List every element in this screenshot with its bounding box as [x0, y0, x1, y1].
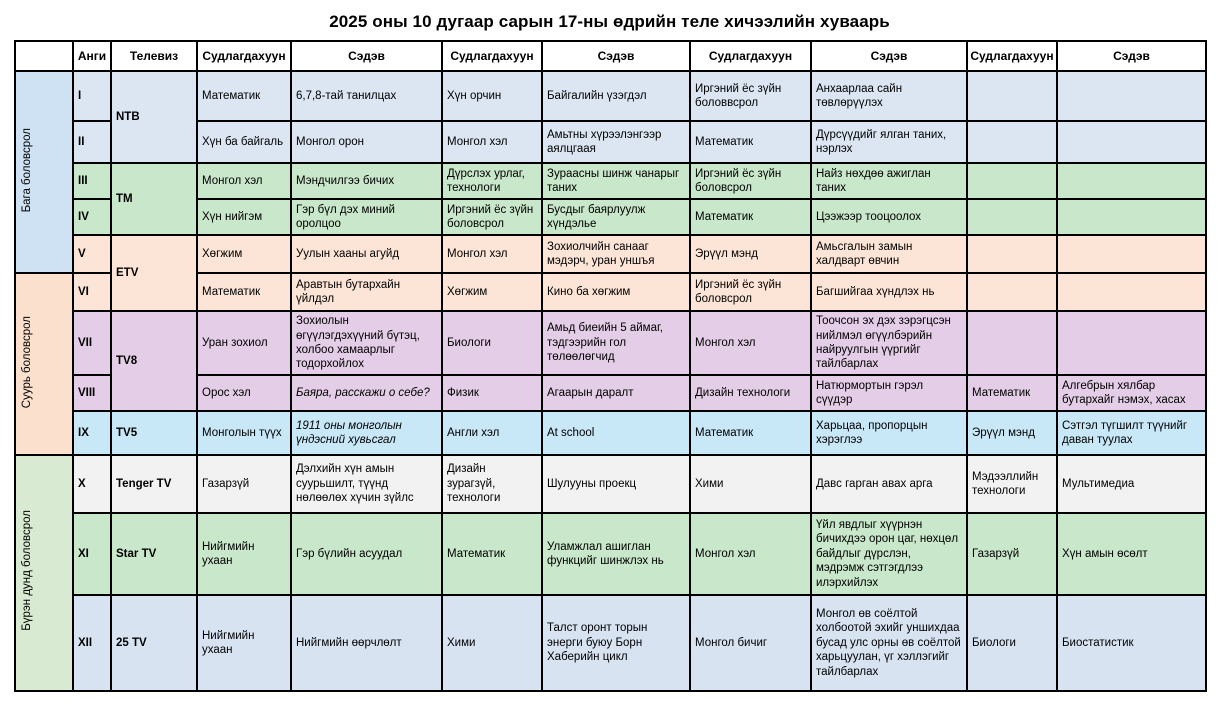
subject-cell: Монгол хэл — [690, 311, 811, 375]
topic-cell: Цээжээр тооцоолох — [811, 199, 967, 235]
topic-cell: Зураасны шинж чанарыг таних — [542, 163, 690, 199]
topic-cell: Монгол өв соёлтой холбоотой эхийг уншихдаа бусад улс орны өв соёлтой харьцуулан, үг хэллэгийг тайлбарлах — [811, 595, 967, 691]
subject-cell: Монгол хэл — [442, 121, 542, 163]
subject-cell: Математик — [690, 411, 811, 455]
topic-cell: Дэлхийн хүн амын суурьшилт, түүнд нөлөөлөх хүчин зүйлс — [291, 455, 442, 513]
topic-cell: Харьцаа, пропорцын хэрэглээ — [811, 411, 967, 455]
header-row — [15, 41, 1206, 71]
topic-cell: Зохиолын өгүүлэгдэхүүний бүтэц, холбоо хамаарлыг тодорхойлох — [291, 311, 442, 375]
topic-cell: 1911 оны монголын үндэсний хувьсгал — [291, 411, 442, 455]
subject-cell: Математик — [967, 375, 1057, 411]
grade-cell: V — [73, 235, 111, 273]
subject-cell: Иргэний ёс зүйн боловсрол — [690, 273, 811, 311]
subject-cell: Математик — [197, 71, 291, 121]
topic-cell: Биостатистик — [1057, 595, 1206, 691]
subject-cell: Хими — [690, 455, 811, 513]
topic-cell: At school — [542, 411, 690, 455]
table-row — [15, 513, 1206, 595]
topic-cell: Тоочсон эх дэх зэрэгцсэн нийлмэл өгүүлбэрийн найруулгын үүргийг тайлбарлах — [811, 311, 967, 375]
subject-cell: Хими — [442, 595, 542, 691]
topic-cell: Мультимедиа — [1057, 455, 1206, 513]
topic-cell — [1057, 311, 1206, 375]
subject-cell — [967, 163, 1057, 199]
subject-cell: Газарзүй — [967, 513, 1057, 595]
grade-cell: VIII — [73, 375, 111, 411]
grade-cell: VI — [73, 273, 111, 311]
tv-channel-cell: TM — [111, 163, 197, 235]
subject-cell: Нийгмийн ухаан — [197, 595, 291, 691]
topic-cell: Үйл явдлыг хүүрнэн бичихдээ орон цаг, нөхцөл байдлыг дүрслэн, мэдрэмж сэтгэгдлээ илэрхийлэх — [811, 513, 967, 595]
tv-channel-cell: TV5 — [111, 411, 197, 455]
subject-cell: Хүн нийгэм — [197, 199, 291, 235]
column-header: Судлагдахуун — [690, 41, 811, 71]
subject-cell: Монгол хэл — [442, 235, 542, 273]
subject-cell: Хөгжим — [197, 235, 291, 273]
subject-cell — [967, 311, 1057, 375]
topic-cell: Амьд биеийн 5 аймаг, тэдгээрийн гол төлөөлөгчид — [542, 311, 690, 375]
topic-cell: Сэтгэл түгшилт түүнийг даван туулах — [1057, 411, 1206, 455]
topic-cell: Шулууны проекц — [542, 455, 690, 513]
education-level-text: Бүрэн дунд боловсрол — [21, 510, 33, 632]
column-header: Сэдэв — [1057, 41, 1206, 71]
column-header: Сэдэв — [291, 41, 442, 71]
column-header: Телевиз — [111, 41, 197, 71]
subject-cell: Физик — [442, 375, 542, 411]
topic-cell: Монгол орон — [291, 121, 442, 163]
topic-cell: Зохиолчийн санааг мэдэрч, уран уншъя — [542, 235, 690, 273]
column-header: Судлагдахуун — [197, 41, 291, 71]
schedule-table-body — [15, 71, 1206, 691]
subject-cell: Дизайн технологи — [690, 375, 811, 411]
schedule-title: 2025 оны 10 дугаар сарын 17-ны өдрийн теле хичээлийн хуваарь — [329, 12, 890, 31]
topic-cell: Баяра, расскажи о себе? — [291, 375, 442, 411]
subject-cell: Иргэний ёс зүйн боловсрол — [690, 163, 811, 199]
grade-cell: IX — [73, 411, 111, 455]
tv-channel-cell: NTB — [111, 71, 197, 163]
topic-cell: Нийгмийн өөрчлөлт — [291, 595, 442, 691]
grade-cell: XI — [73, 513, 111, 595]
education-level-text: Суурь боловсрол — [21, 315, 33, 408]
topic-cell: Аравтын бутархайн үйлдэл — [291, 273, 442, 311]
grade-cell: XII — [73, 595, 111, 691]
subject-cell: Монгол бичиг — [690, 595, 811, 691]
subject-cell: Математик — [442, 513, 542, 595]
schedule-table — [14, 40, 1207, 692]
subject-cell: Газарзүй — [197, 455, 291, 513]
subject-cell: Иргэний ёс зүйн боловсрол — [442, 199, 542, 235]
column-header — [15, 41, 73, 71]
education-level-label — [15, 71, 73, 273]
subject-cell — [967, 273, 1057, 311]
tv-channel-cell: ETV — [111, 235, 197, 311]
education-level-text: Бага боловсрол — [21, 127, 33, 213]
subject-cell: Иргэний ёс зүйн боловвсрол — [690, 71, 811, 121]
topic-cell: Талст оронт торын энерги буюу Борн Хаберийн цикл — [542, 595, 690, 691]
subject-cell: Дүрслэх урлаг, технологи — [442, 163, 542, 199]
topic-cell — [1057, 71, 1206, 121]
topic-cell: Кино ба хөгжим — [542, 273, 690, 311]
topic-cell: Агаарын даралт — [542, 375, 690, 411]
column-header: Судлагдахуун — [442, 41, 542, 71]
subject-cell: Монголын түүх — [197, 411, 291, 455]
topic-cell — [1057, 199, 1206, 235]
topic-cell: Бусдыг баярлуулж хүндэлье — [542, 199, 690, 235]
column-header: Сэдэв — [542, 41, 690, 71]
topic-cell: Амьтны хүрээлэнгээр аялцгаая — [542, 121, 690, 163]
table-row — [15, 411, 1206, 455]
subject-cell: Хүн ба байгаль — [197, 121, 291, 163]
tv-channel-cell: Star TV — [111, 513, 197, 595]
topic-cell: Уулын хааны агуйд — [291, 235, 442, 273]
column-header: Анги — [73, 41, 111, 71]
subject-cell — [967, 71, 1057, 121]
subject-cell: Эрүүл мэнд — [967, 411, 1057, 455]
subject-cell: Монгол хэл — [690, 513, 811, 595]
grade-cell: IV — [73, 199, 111, 235]
subject-cell: Математик — [197, 273, 291, 311]
topic-cell: Уламжлал ашиглан функцийг шинжлэх нь — [542, 513, 690, 595]
topic-cell: Найз нөхдөө ажиглан таних — [811, 163, 967, 199]
subject-cell — [967, 235, 1057, 273]
topic-cell: Гэр бүлийн асуудал — [291, 513, 442, 595]
topic-cell — [1057, 273, 1206, 311]
subject-cell: Нийгмийн ухаан — [197, 513, 291, 595]
topic-cell — [1057, 163, 1206, 199]
table-row — [15, 71, 1206, 121]
subject-cell: Хүн орчин — [442, 71, 542, 121]
subject-cell: Математик — [690, 199, 811, 235]
column-header: Сэдэв — [811, 41, 967, 71]
tv-channel-cell: Tenger TV — [111, 455, 197, 513]
table-row — [15, 311, 1206, 375]
subject-cell: Монгол хэл — [197, 163, 291, 199]
topic-cell — [1057, 235, 1206, 273]
subject-cell: Математик — [690, 121, 811, 163]
topic-cell: Багшийгаа хүндлэх нь — [811, 273, 967, 311]
education-level-label — [15, 273, 73, 455]
subject-cell: Англи хэл — [442, 411, 542, 455]
topic-cell: Натюрмортын гэрэл сүүдэр — [811, 375, 967, 411]
topic-cell: Гэр бүл дэх миний оролцоо — [291, 199, 442, 235]
topic-cell: Хүн амын өсөлт — [1057, 513, 1206, 595]
subject-cell: Орос хэл — [197, 375, 291, 411]
subject-cell — [967, 199, 1057, 235]
column-header: Судлагдахуун — [967, 41, 1057, 71]
topic-cell: Мэндчилгээ бичих — [291, 163, 442, 199]
table-row — [15, 455, 1206, 513]
topic-cell: Давс гарган авах арга — [811, 455, 967, 513]
tv-channel-cell: 25 TV — [111, 595, 197, 691]
subject-cell — [967, 121, 1057, 163]
topic-cell: Амьсгалын замын халдварт өвчин — [811, 235, 967, 273]
grade-cell: III — [73, 163, 111, 199]
grade-cell: VII — [73, 311, 111, 375]
subject-cell: Эрүүл мэнд — [690, 235, 811, 273]
topic-cell: 6,7,8-тай танилцах — [291, 71, 442, 121]
topic-cell: Дүрсүүдийг ялган таних, нэрлэх — [811, 121, 967, 163]
topic-cell: Алгебрын хялбар бутархайг нэмэх, хасах — [1057, 375, 1206, 411]
grade-cell: II — [73, 121, 111, 163]
grade-cell: I — [73, 71, 111, 121]
education-level-label — [15, 455, 73, 691]
subject-cell: Мэдээллийн технологи — [967, 455, 1057, 513]
subject-cell: Хөгжим — [442, 273, 542, 311]
table-row — [15, 595, 1206, 691]
grade-cell: X — [73, 455, 111, 513]
subject-cell: Уран зохиол — [197, 311, 291, 375]
subject-cell: Биологи — [442, 311, 542, 375]
topic-cell: Анхаарлаа сайн төвлөрүүлэх — [811, 71, 967, 121]
table-row — [15, 235, 1206, 273]
topic-cell — [1057, 121, 1206, 163]
subject-cell: Дизайн зурагзүй, технологи — [442, 455, 542, 513]
tv-channel-cell: TV8 — [111, 311, 197, 411]
subject-cell: Биологи — [967, 595, 1057, 691]
topic-cell: Байгалийн үзэгдэл — [542, 71, 690, 121]
table-row — [15, 163, 1206, 199]
